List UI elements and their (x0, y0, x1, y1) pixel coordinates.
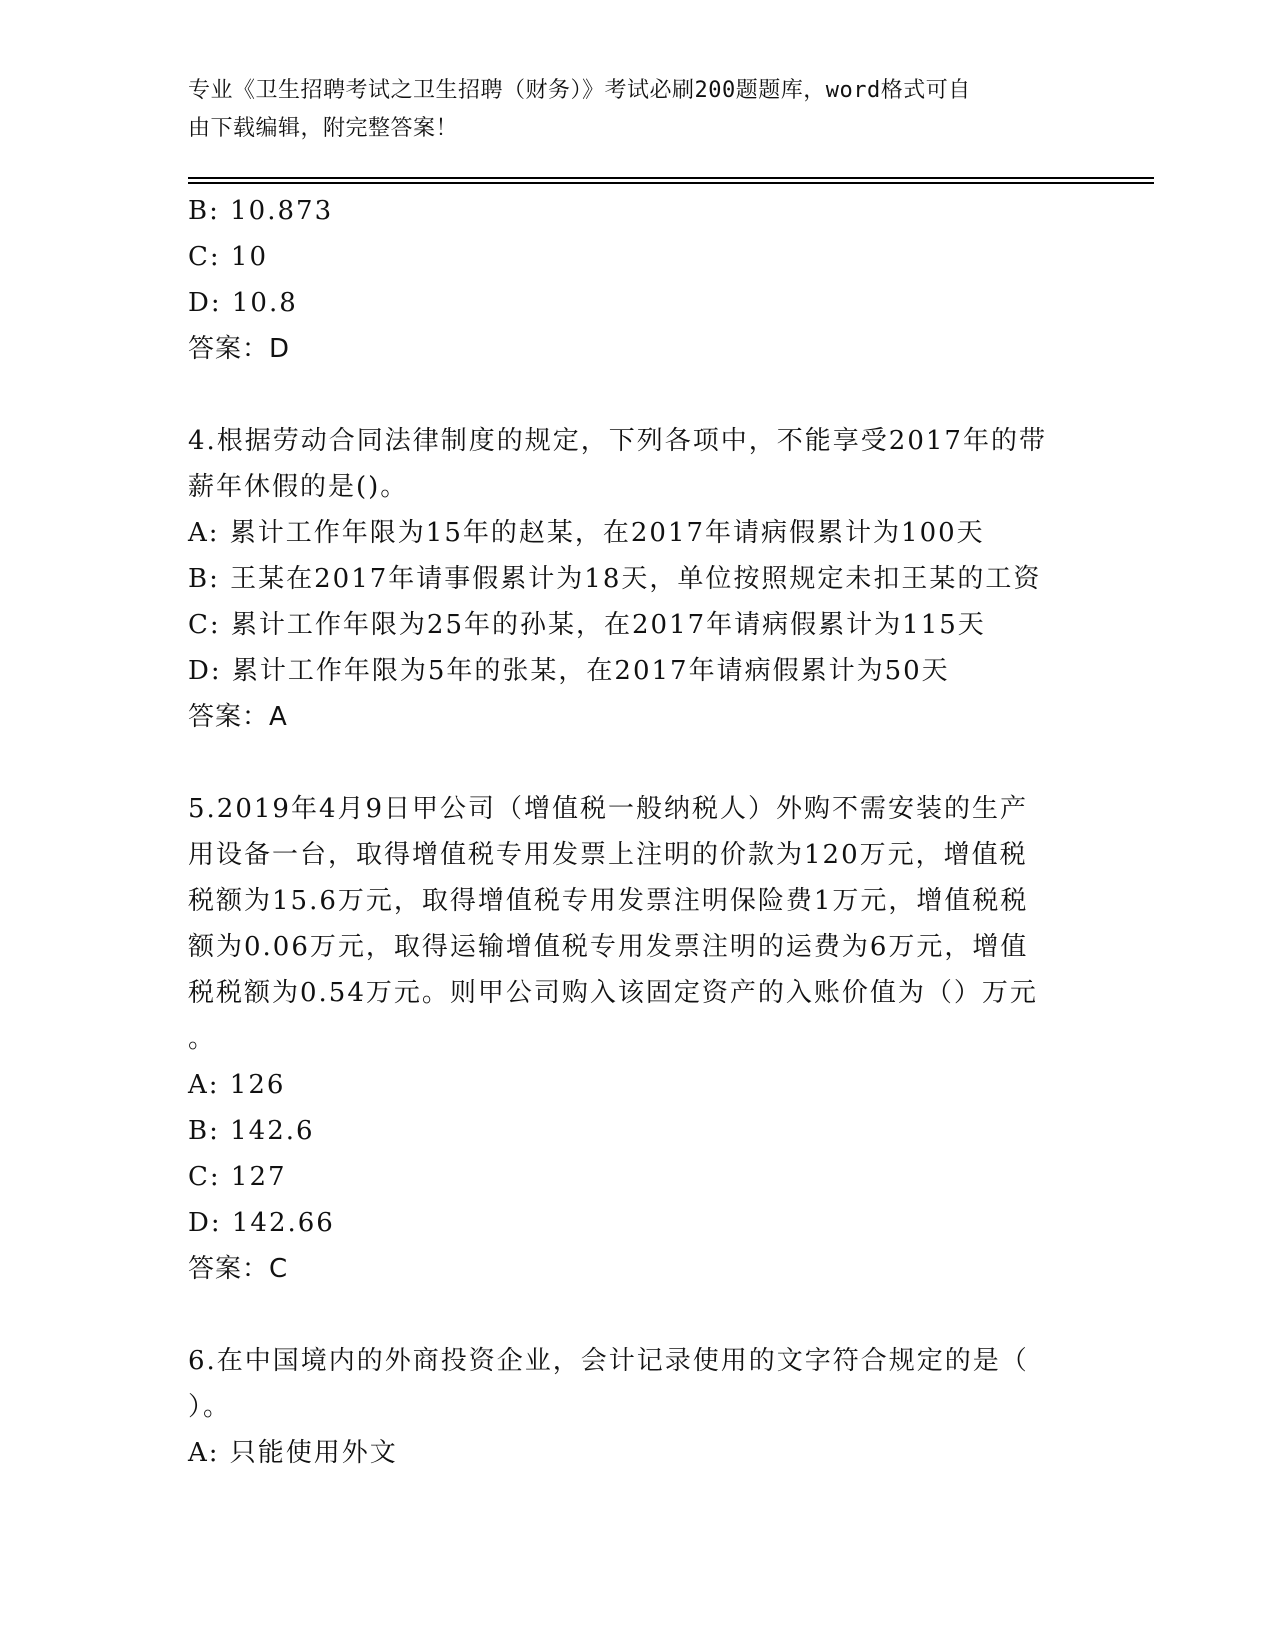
spacer (188, 1292, 1068, 1338)
question-stem-line: 税额为15.6万元，取得增值税专用发票注明保险费1万元，增值税税 (188, 886, 1029, 916)
question-stem-line: 。 (188, 1024, 217, 1054)
question-5 (188, 786, 1068, 1292)
option-c: C: 127 (188, 1162, 287, 1192)
question-stem-line: 6.在中国境内的外商投资企业，会计记录使用的文字符合规定的是（ (188, 1346, 1029, 1376)
question-stem-line: 用设备一台，取得增值税专用发票上注明的价款为120万元，增值税 (188, 840, 1028, 870)
option-c: C: 10 (188, 242, 269, 272)
spacer (188, 372, 1068, 418)
option-d: D: 累计工作年限为5年的张某，在2017年请病假累计为50天 (188, 656, 950, 686)
question-content (188, 188, 1068, 1476)
option-d: D: 10.8 (188, 288, 298, 318)
option-d: D: 142.66 (188, 1208, 335, 1238)
spacer (188, 740, 1068, 786)
document-header (188, 72, 1068, 148)
option-a: A: 只能使用外文 (188, 1438, 398, 1468)
question-stem-line: ）。 (188, 1392, 232, 1422)
answer-line: 答案：D (188, 334, 291, 364)
option-b: B: 142.6 (188, 1116, 315, 1146)
option-a: A: 126 (188, 1070, 286, 1100)
header-line-1: 专业《卫生招聘考试之卫生招聘（财务）》考试必刷200题题库，word格式可自 (188, 78, 971, 103)
question-6 (188, 1338, 1068, 1476)
answer-line: 答案：C (188, 1254, 289, 1284)
question-stem-line: 额为0.06万元，取得运输增值税专用发票注明的运费为6万元，增值 (188, 932, 1029, 962)
question-stem-line: 薪年休假的是()。 (188, 472, 409, 502)
option-b: B: 10.873 (188, 196, 334, 226)
question-stem-line: 税税额为0.54万元。则甲公司购入该固定资产的入账价值为（）万元 (188, 978, 1038, 1008)
question-stem-line: 5.2019年4月9日甲公司（增值税一般纳税人）外购不需安装的生产 (188, 794, 1029, 824)
header-rule-bottom (188, 182, 1154, 184)
option-a: A: 累计工作年限为15年的赵某，在2017年请病假累计为100天 (188, 518, 985, 548)
question-4 (188, 418, 1068, 740)
header-rule-top (188, 177, 1154, 179)
question-stem-line: 4.根据劳动合同法律制度的规定，下列各项中，不能享受2017年的带 (188, 426, 1047, 456)
option-b: B: 王某在2017年请事假累计为18天，单位按照规定未扣王某的工资 (188, 564, 1042, 594)
answer-line: 答案：A (188, 702, 288, 732)
option-c: C: 累计工作年限为25年的孙某，在2017年请病假累计为115天 (188, 610, 986, 640)
header-line-2: 由下载编辑，附完整答案！ (188, 116, 459, 141)
carry-question (188, 188, 1068, 372)
